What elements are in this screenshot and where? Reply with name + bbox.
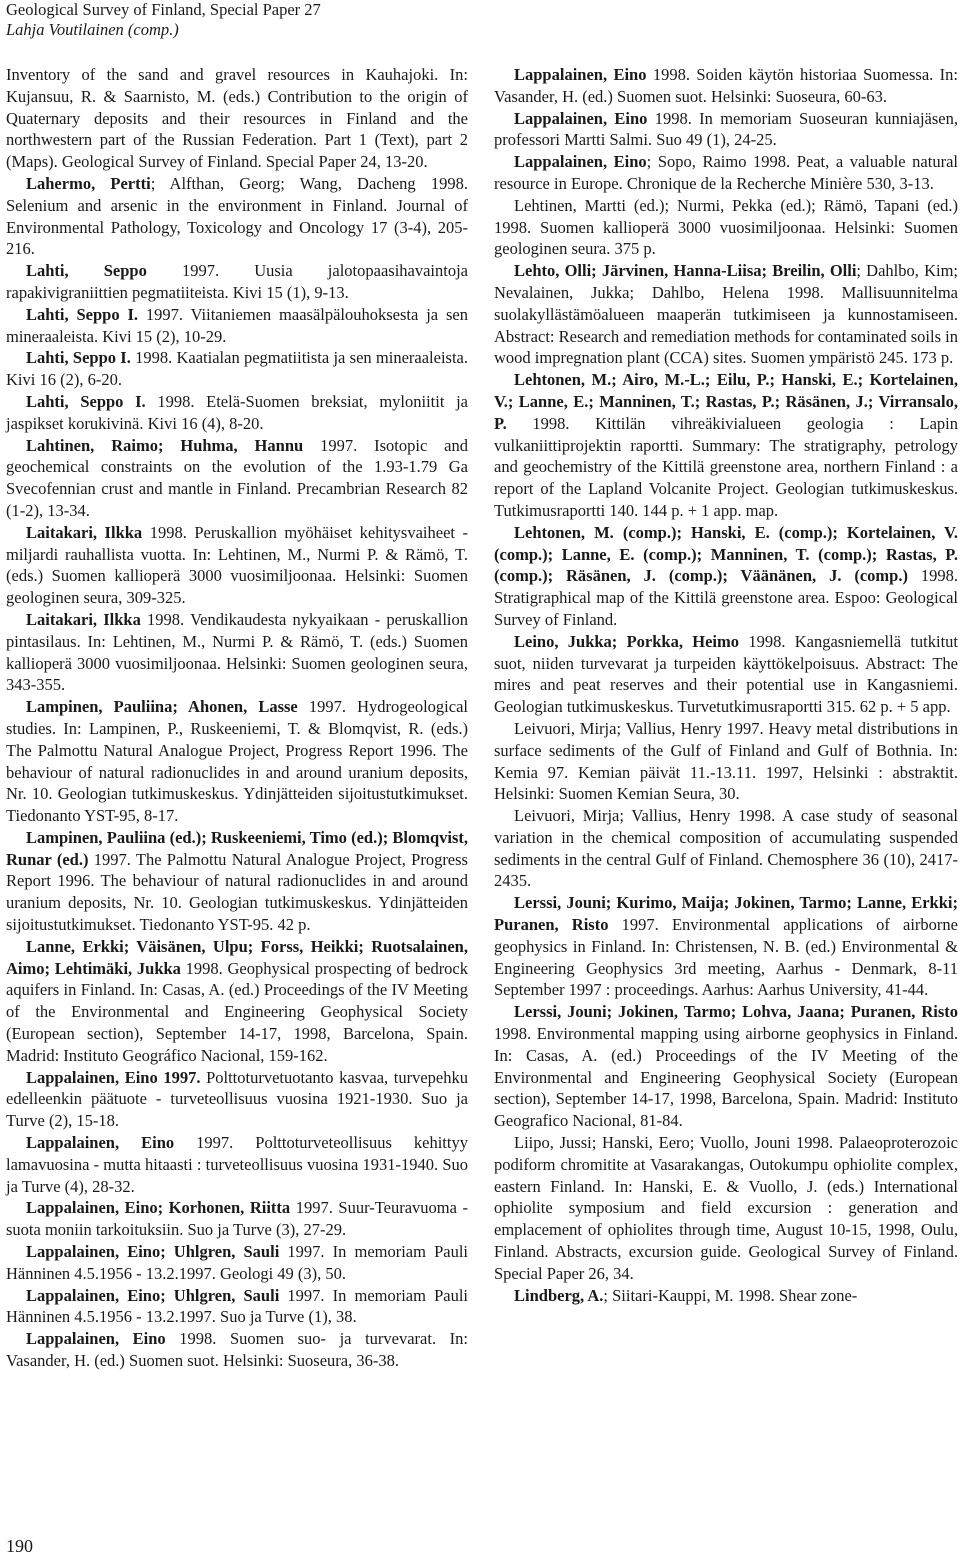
reference-authors: Lappalainen, Eino [26, 1329, 166, 1349]
reference-entry [6, 522, 468, 609]
reference-authors: Lahti, Seppo I. [26, 304, 139, 324]
reference-entry [494, 195, 958, 260]
reference-authors: Lappalainen, Eino 1997. [26, 1067, 201, 1087]
reference-text: 1998. Environmental mapping using airborne geophysics in Finland. In: Casas, A. (ed.) Proceedings of the IV Meeting of the Environmental and Engineering Geophysical Society (European section), September 14-17, 1998, Barcelona, Spain. Madrid: Instituto Geografico Nacional, 81-84. [494, 1024, 958, 1131]
reference-entry [6, 609, 468, 696]
reference-text: Leivuori, Mirja; Vallius, Henry 1997. Heavy metal distributions in surface sediments of the Gulf of Finland and Gulf of Bothnia. In: Kemia 97. Kemian päivät 11.-13.11. 1997, Helsinki : abstraktit. Helsinki: Suomen Kemian Seura, 30. [494, 718, 958, 804]
reference-authors: Lanne, Erkki; Väisänen, Ulpu; Forss, Heikki; Ruotsalainen, Aimo; Lehtimäki, Jukka [6, 936, 468, 978]
reference-entry [494, 151, 958, 195]
reference-entry [494, 260, 958, 369]
reference-text: Leivuori, Mirja; Vallius, Henry 1998. A case study of seasonal variation in the chemical composition of accumulating suspended sediments in the central Gulf of Finland. Chemosphere 36 (10), 2417-2435. [494, 806, 958, 891]
reference-text: 1998. Vendikaudesta nykyaikaan - peruskallion pintasilaus. In: Lehtinen, M., Nurmi P. & Rämö, T. (eds.) Suomen kallioperä 3000 vuosimiljoonaa. Helsinki: Suomen geologinen seura, 343-355. [6, 609, 468, 695]
reference-entry [494, 1132, 958, 1285]
reference-authors: Lappalainen, Eino; Uhlgren, Sauli [26, 1242, 280, 1262]
reference-entry [494, 805, 958, 892]
reference-authors: Lappalainen, Eino [514, 65, 647, 84]
reference-text: Inventory of the sand and gravel resources in Kauhajoki. In: Kujansuu, R. & Saarnisto, M. (eds.) Contribution to the origin of Quaternary deposits and their resources in Finland and the northwestern part of the Russian Federation. Part 1 (Text), part 2 (Maps). Geological Survey of Finland. Special Paper 24, 13-20. [6, 65, 468, 172]
reference-authors: Lehtonen, M.; Airo, M.-L.; Eilu, P.; Hanski, E.; Kortelainen, V.; Lanne, E.; Manninen, T.; Rastas, P.; Räsänen, J.; Virransalo, P. [494, 370, 958, 433]
reference-entry [6, 347, 468, 391]
reference-entry [6, 1067, 468, 1132]
reference-authors: Lahti, Seppo I. [26, 348, 131, 368]
reference-authors: Lappalainen, Eino [26, 1133, 175, 1153]
reference-entry [494, 108, 958, 152]
reference-text: 1997. Environmental applications of airborne geophysics in Finland. In: Christensen, N. B. (ed.) Environmental & Engineering Geophysics 3rd meeting, Aarhus - Denmark, 8-11 September 1997 : proceedings. Aarhus: Aarhus University, 41-44. [494, 915, 958, 1000]
reference-text: 1997. The Palmottu Natural Analogue Project, Progress Report 1996. The behaviour of natural radionuclides in and around uranium deposits, Nr. 10. Geologian tutkimuskeskus. Ydinjätteiden sijoitustutkimukset. Tiedonanto YST-95. 42 p. [6, 849, 468, 935]
reference-text: 1997. In memoriam Pauli Hänninen 4.5.1956 - 13.2.1997. Suo ja Turve (1), 38. [6, 1285, 468, 1327]
reference-text: 1998. Suomen suo- ja turvevarat. In: Vasander, H. (ed.) Suomen suot. Helsinki: Suoseura, 36-38. [6, 1329, 468, 1371]
reference-authors: Lampinen, Pauliina (ed.); Ruskeeniemi, Timo (ed.); Blomqvist, Runar (ed.) [6, 827, 468, 869]
page-number: 190 [6, 1536, 33, 1556]
right-column [494, 64, 958, 1306]
reference-entry [6, 304, 468, 348]
left-column [6, 64, 468, 1372]
reference-authors: Laitakari, Ilkka [26, 609, 141, 629]
reference-authors: Lappalainen, Eino [514, 152, 647, 172]
reference-text: ; Siitari-Kauppi, M. 1998. Shear zone- [603, 1285, 858, 1305]
reference-authors: Lappalainen, Eino [514, 108, 648, 128]
reference-entry [494, 718, 958, 805]
reference-entry [494, 1285, 958, 1307]
reference-entry [494, 892, 958, 1001]
reference-entry [6, 1197, 468, 1241]
reference-entry [6, 1285, 468, 1329]
reference-entry [494, 64, 958, 108]
reference-text: 1998. Kaatialan pegmatiitista ja sen mineraaleista. Kivi 16 (2), 6-20. [6, 348, 468, 390]
reference-text: 1998. Kittilän vihreäkivialueen geologia : Lapin vulkaniittiprojektin raportti. Summary: The stratigraphy, petrology and geochemistry of the Kittilä greenstone area, northern Finland : a report of the Lapland Volcanite Project. Geologian tutkimuskeskus. Tutkimusraportti 140. 144 p. + 1 app. map. [494, 413, 958, 520]
reference-entry [494, 1001, 958, 1132]
reference-text: 1997. Uusia jalotopaasihavaintoja rapakivigraniittien pegmatiiteista. Kivi 15 (1), 9-13. [6, 261, 468, 302]
reference-entry [6, 64, 468, 173]
reference-authors: Laitakari, Ilkka [26, 522, 143, 542]
reference-entry [6, 1132, 468, 1197]
reference-authors: Lindberg, A. [514, 1285, 604, 1305]
reference-text: 1997. Suur-Teuravuoma - suota moniin tarkoituksiin. Suo ja Turve (3), 27-29. [6, 1198, 468, 1240]
reference-text: 1997. In memoriam Pauli Hänninen 4.5.1956 - 13.2.1997. Geologi 49 (3), 50. [6, 1242, 468, 1283]
reference-text: 1998. In memoriam Suoseuran kunniajäsen, professori Martti Salmi. Suo 49 (1), 24-25. [494, 108, 958, 150]
reference-entry [6, 1241, 468, 1285]
reference-authors: Lahti, Seppo I. [26, 391, 146, 411]
reference-authors: Lappalainen, Eino; Korhonen, Riitta [26, 1198, 291, 1218]
reference-entry [6, 260, 468, 304]
reference-text: 1997. Viitaniemen maasälpälouhoksesta ja sen mineraaleista. Kivi 15 (2), 10-29. [6, 304, 468, 346]
reference-entry [6, 173, 468, 260]
reference-authors: Lampinen, Pauliina; Ahonen, Lasse [26, 697, 298, 717]
reference-authors: Lehto, Olli; Järvinen, Hanna-Liisa; Breilin, Olli [514, 261, 857, 281]
reference-text: 1998. Peruskallion myöhäiset kehitysvaiheet - miljardi rauhallista vuotta. In: Lehtinen, M., Nurmi P. & Rämö, T. (eds.) Suomen kallioperä 3000 vuosimiljoonaa. Helsinki: Suomen geologinen seura, 309-325. [6, 522, 468, 608]
reference-authors: Lahtinen, Raimo; Huhma, Hannu [26, 435, 304, 455]
reference-text: 1997. Polttoturveteollisuus kehittyy lamavuosina - mutta hitaasti : turveteollisuus vuosina 1931-1940. Suo ja Turve (4), 28-32. [6, 1133, 468, 1196]
editor-line: Lahja Voutilainen (comp.) [6, 20, 179, 39]
reference-authors: Lehtonen, M. (comp.); Hanski, E. (comp.); Kortelainen, V. (comp.); Lanne, E. (comp.); Manninen, T. (comp.); Rastas, P. (comp.); Räsänen, J. (comp.); Väänänen, J. (comp.) [494, 522, 958, 586]
reference-text: 1997. Hydrogeological studies. In: Lampinen, P., Ruskeeniemi, T. & Blomqvist, R. (eds.) The Palmottu Natural Analogue Project, Progress Report 1996. The behaviour of natural radionuclides in and around uranium deposits, Nr. 10. Geologian tutkimuskeskus. Ydinjätteiden sijoitustutkimukset. Tiedonanto YST-95, 8-17. [6, 697, 468, 826]
reference-entry [6, 391, 468, 435]
reference-entry [6, 827, 468, 936]
reference-text: Polttoturvetuotanto kasvaa, turvepehku edelleenkin päätuote - turveteollisuus vuosina 1921-1930. Suo ja Turve (2), 15-18. [6, 1067, 468, 1131]
reference-entry [494, 369, 958, 522]
reference-authors: Lerssi, Jouni; Kurimo, Maija; Jokinen, Tarmo; Lanne, Erkki; Puranen, Risto [494, 893, 958, 935]
reference-text: ; Alfthan, Georg; Wang, Dacheng 1998. Selenium and arsenic in the environment in Finland. Journal of Environmental Pathology, Toxicology and Oncology 17 (3-4), 205-216. [6, 173, 468, 259]
reference-authors: Lappalainen, Eino; Uhlgren, Sauli [26, 1285, 280, 1305]
reference-authors: Leino, Jukka; Porkka, Heimo [514, 631, 740, 651]
reference-text: 1998. Geophysical prospecting of bedrock aquifers in Finland. In: Casas, A. (ed.) Proceedings of the IV Meeting of the Environmental and Engineering Geophysical Society (European section), September 14-17, 1998, Barcelona, Spain. Madrid: Instituto Geográfico Nacional, 159-162. [6, 958, 469, 1065]
reference-text: 1998. Soiden käytön historiaa Suomessa. In: Vasander, H. (ed.) Suomen suot. Helsinki: Suoseura, 60-63. [494, 65, 958, 106]
reference-text: 1997. Isotopic and geochemical constraints on the evolution of the 1.93-1.79 Ga Svecofennian crust and mantle in Finland. Precambrian Research 82 (1-2), 13-34. [6, 435, 468, 520]
reference-entry [6, 936, 468, 1067]
reference-authors: Lerssi, Jouni; Jokinen, Tarmo; Lohva, Jaana; Puranen, Risto [514, 1002, 958, 1022]
reference-text: ; Dahlbo, Kim; Nevalainen, Jukka; Dahlbo, Helena 1998. Mallisuunnitelma suolakyllästämöalueen maaperän tutkimiseen ja kunnostamiseen. Abstract: Research and remediation methods for contaminated soils in wood impregnation plant (CCA) sites. Suomen ympäristö 245. 173 p. [494, 261, 958, 368]
reference-authors: Lahermo, Pertti [26, 173, 151, 193]
reference-entry [494, 631, 958, 718]
series-title: Geological Survey of Finland, Special Paper 27 [6, 0, 321, 19]
running-header [6, 0, 321, 40]
reference-text: Liipo, Jussi; Hanski, Eero; Vuollo, Jouni 1998. Palaeoproterozoic podiform chromitite at Vasarakangas, Outokumpu ophiolite complex, eastern Finland. In: Hanski, E. & Vuollo, J. (eds.) International ophiolite symposium and field excursion : generation and emplacement of ophiolites through time, August 10-15, 1998, Oulu, Finland. Abstracts, excursion guide. Geological Survey of Finland. Special Paper 26, 34. [494, 1133, 958, 1283]
reference-entry [6, 696, 468, 827]
reference-authors: Lahti, Seppo [26, 261, 147, 281]
reference-entry [6, 435, 468, 522]
reference-text: Lehtinen, Martti (ed.); Nurmi, Pekka (ed.); Rämö, Tapani (ed.) 1998. Suomen kallioperä 3000 vuosimiljoonaa. Helsinki: Suomen geologinen seura. 375 p. [494, 195, 958, 259]
reference-entry [6, 1328, 468, 1372]
reference-text: ; Sopo, Raimo 1998. Peat, a valuable natural resource in Europe. Chronique de la Recherche Minière 530, 3-13. [494, 152, 958, 193]
reference-text: 1998. Stratigraphical map of the Kittilä greenstone area. Espoo: Geological Survey of Finland. [494, 566, 958, 629]
reference-text: 1998. Kangasniemellä tutkitut suot, niiden turvevarat ja turpeiden käyttökelpoisuus. Abstract: The mires and peat reserves and their potential use in Kangasniemi. Geologian tutkimuskeskus. Turvetutkimusraportti 315. 62 p. + 5 app. [494, 631, 959, 717]
reference-entry [494, 522, 958, 631]
reference-text: 1998. Etelä-Suomen breksiat, myloniitit ja jaspikset korukivinä. Kivi 16 (4), 8-20. [6, 391, 469, 433]
